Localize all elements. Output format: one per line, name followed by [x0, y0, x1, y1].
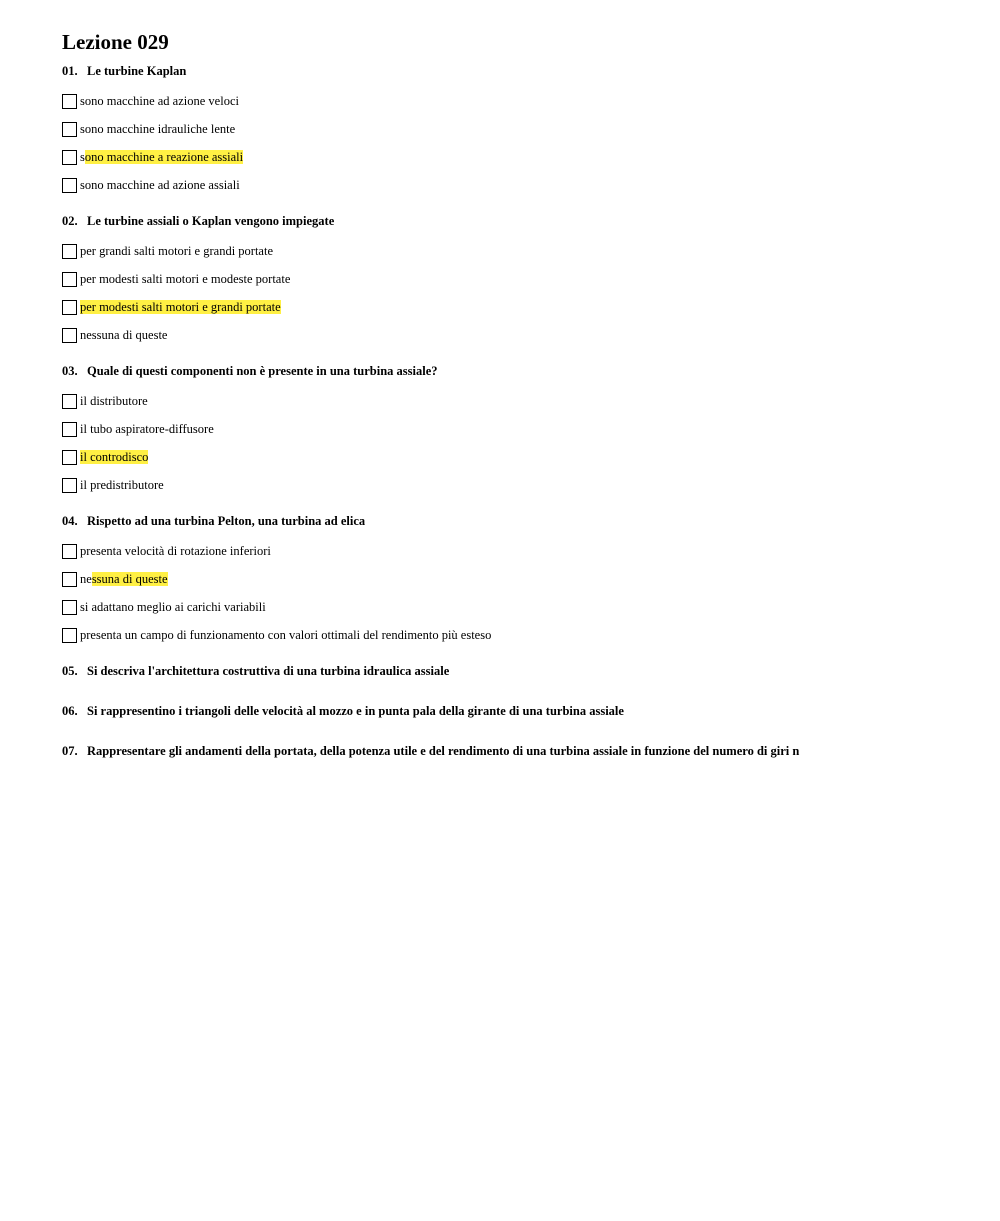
question-text: Si rappresentino i triangoli delle velocità al mozzo e in punta pala della girante di una turbina assiale — [87, 704, 624, 718]
answer-option[interactable] — [62, 87, 962, 115]
answer-option[interactable] — [62, 321, 962, 349]
answer-text — [80, 599, 266, 615]
question-heading — [62, 742, 962, 760]
answer-list — [62, 237, 962, 349]
answer-text — [80, 449, 148, 465]
answer-text-plain: presenta un campo di funzionamento con valori ottimali del rendimento più esteso — [80, 628, 492, 642]
answer-text-plain: sono macchine ad azione assiali — [80, 178, 240, 192]
question-05 — [62, 662, 962, 680]
answer-text — [80, 421, 214, 437]
answer-option[interactable] — [62, 443, 962, 471]
answer-checkbox[interactable] — [62, 122, 77, 137]
answer-text-plain: s — [80, 150, 85, 164]
question-heading — [62, 62, 962, 80]
answer-text-plain: presenta velocità di rotazione inferiori — [80, 544, 271, 558]
question-number: 02. — [62, 214, 78, 228]
question-text: Le turbine assiali o Kaplan vengono impiegate — [87, 214, 335, 228]
answer-list — [62, 87, 962, 199]
answer-text — [80, 93, 239, 109]
answer-checkbox[interactable] — [62, 628, 77, 643]
question-02 — [62, 212, 962, 349]
answer-text — [80, 543, 271, 559]
answer-text — [80, 393, 148, 409]
answer-text — [80, 571, 168, 587]
answer-text-highlighted: ssuna di queste — [91, 572, 168, 586]
answer-checkbox[interactable] — [62, 300, 77, 315]
answer-text-plain: nessuna di queste — [80, 328, 168, 342]
question-text: Le turbine Kaplan — [87, 64, 187, 78]
answer-text — [80, 627, 491, 643]
question-number: 04. — [62, 514, 78, 528]
answer-option[interactable] — [62, 143, 962, 171]
answer-option[interactable] — [62, 471, 962, 499]
answer-text — [80, 177, 240, 193]
question-06 — [62, 702, 962, 720]
question-number: 01. — [62, 64, 78, 78]
question-text: Quale di questi componenti non è presente in una turbina assiale? — [87, 364, 438, 378]
question-heading — [62, 212, 962, 230]
answer-text-plain: si adattano meglio ai carichi variabili — [80, 600, 266, 614]
answer-text-plain: sono macchine idrauliche lente — [80, 122, 236, 136]
answer-checkbox[interactable] — [62, 544, 77, 559]
answer-text — [80, 121, 235, 137]
answer-text — [80, 271, 290, 287]
answer-option[interactable] — [62, 265, 962, 293]
answer-text-plain: per grandi salti motori e grandi portate — [80, 244, 273, 258]
answer-option[interactable] — [62, 237, 962, 265]
answer-checkbox[interactable] — [62, 150, 77, 165]
answer-text-plain: per modesti salti motori e modeste portate — [80, 272, 291, 286]
question-heading — [62, 362, 962, 380]
answer-checkbox[interactable] — [62, 94, 77, 109]
answer-checkbox[interactable] — [62, 394, 77, 409]
answer-option[interactable] — [62, 593, 962, 621]
answer-option[interactable] — [62, 171, 962, 199]
answer-option[interactable] — [62, 537, 962, 565]
answer-text-plain: sono macchine ad azione veloci — [80, 94, 239, 108]
answer-checkbox[interactable] — [62, 178, 77, 193]
answer-option[interactable] — [62, 115, 962, 143]
question-heading — [62, 512, 962, 530]
answer-text-plain: il distributore — [80, 394, 148, 408]
answer-text — [80, 149, 243, 165]
question-number: 05. — [62, 664, 78, 678]
answer-option[interactable] — [62, 565, 962, 593]
answer-checkbox[interactable] — [62, 478, 77, 493]
answer-checkbox[interactable] — [62, 422, 77, 437]
answer-checkbox[interactable] — [62, 450, 77, 465]
answer-text — [80, 477, 164, 493]
question-number: 06. — [62, 704, 78, 718]
answer-option[interactable] — [62, 621, 962, 649]
question-04 — [62, 512, 962, 649]
answer-text-highlighted: il controdisco — [80, 450, 149, 464]
answer-text-highlighted: ono macchine a reazione assiali — [84, 150, 244, 164]
question-text: Rappresentare gli andamenti della portata, della potenza utile e del rendimento di una turbina assiale in funzione del numero di giri n — [87, 744, 800, 758]
answer-checkbox[interactable] — [62, 600, 77, 615]
question-01 — [62, 62, 962, 199]
answer-text — [80, 243, 273, 259]
question-07 — [62, 742, 962, 760]
answer-list — [62, 537, 962, 649]
answer-option[interactable] — [62, 293, 962, 321]
answer-checkbox[interactable] — [62, 272, 77, 287]
answer-text-plain: ne — [80, 572, 92, 586]
answer-option[interactable] — [62, 387, 962, 415]
answer-text-highlighted: per modesti salti motori e grandi portate — [80, 300, 281, 314]
question-number: 07. — [62, 744, 78, 758]
page-title: Lezione 029 — [62, 30, 169, 54]
answer-text-plain: il predistributore — [80, 478, 164, 492]
question-heading — [62, 702, 962, 720]
answer-checkbox[interactable] — [62, 244, 77, 259]
question-text: Rispetto ad una turbina Pelton, una turbina ad elica — [87, 514, 366, 528]
question-heading — [62, 662, 962, 680]
question-text: Si descriva l'architettura costruttiva di una turbina idraulica assiale — [87, 664, 450, 678]
question-number: 03. — [62, 364, 78, 378]
answer-text — [80, 327, 167, 343]
answer-text-plain: il tubo aspiratore-diffusore — [80, 422, 214, 436]
answer-list — [62, 387, 962, 499]
answer-checkbox[interactable] — [62, 572, 77, 587]
answer-checkbox[interactable] — [62, 328, 77, 343]
question-03 — [62, 362, 962, 499]
answer-text — [80, 299, 281, 315]
document-page — [62, 30, 962, 782]
answer-option[interactable] — [62, 415, 962, 443]
